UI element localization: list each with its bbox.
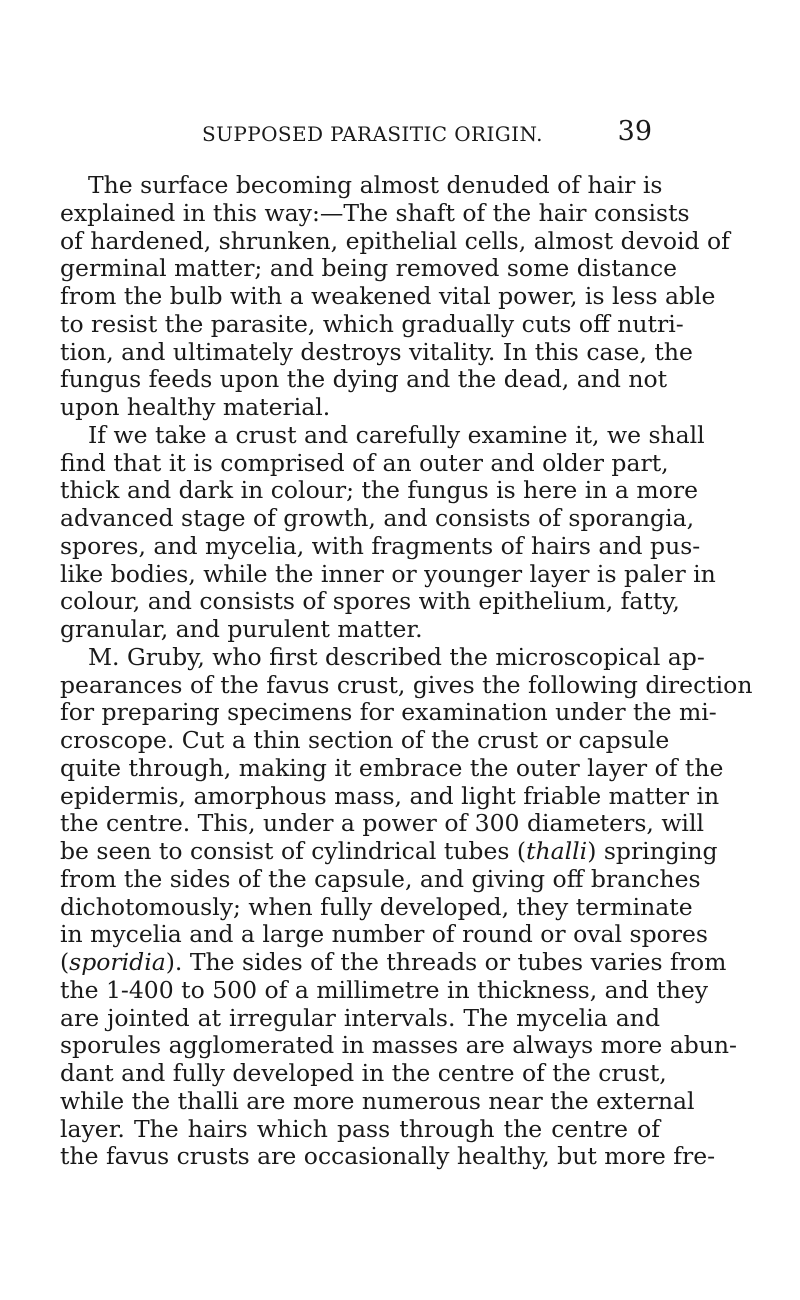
- text-line: tion, and ultimately destroys vitality. In this case, the: [60, 337, 693, 366]
- text-line: spores, and mycelia, with fragments of hairs and pus-: [60, 531, 701, 560]
- text-line: advanced stage of growth, and consists of sporangia,: [60, 504, 695, 532]
- text-line: fungus feeds upon the dying and the dead, and not: [60, 365, 668, 394]
- text-line: find that it is comprised of an outer and older part,: [60, 448, 669, 477]
- text-line: from the sides of the capsule, and giving off branches: [60, 864, 701, 893]
- text-line: the centre. This, under a power of 300 diameters, will: [60, 809, 704, 838]
- text-line: for preparing specimens for examination under the mi-: [60, 698, 717, 727]
- text-line: are jointed at irregular intervals. The mycelia and: [60, 1003, 660, 1032]
- page-header: [60, 104, 656, 147]
- text-line: of hardened, shrunken, epithelial cells, almost devoid of: [60, 226, 730, 255]
- text-line: upon healthy material.: [60, 393, 331, 421]
- text-line: to resist the parasite, which gradually cuts off nutri-: [60, 309, 684, 338]
- text-line: croscope. Cut a thin section of the crust or capsule: [60, 726, 670, 754]
- body-text: [60, 171, 753, 1171]
- text-line: dant and fully developed in the centre of the crust,: [60, 1059, 667, 1087]
- text-line: from the bulb with a weakened vital power, is less able: [60, 282, 716, 310]
- page-number: 39: [617, 116, 652, 147]
- text-line: sporules agglomerated in masses are always more abun-: [60, 1031, 737, 1060]
- text-line: the 1-400 to 500 of a millimetre in thickness, and they: [60, 975, 709, 1004]
- text-line: colour, and consists of spores with epithelium, fatty,: [60, 587, 680, 616]
- text-line: (sporidia). The sides of the threads or tubes varies from: [60, 948, 727, 976]
- text-line: be seen to consist of cylindrical tubes (thalli) springing: [60, 837, 718, 865]
- text-line: epidermis, amorphous mass, and light friable matter in: [60, 781, 720, 810]
- text-line: explained in this way:—The shaft of the hair consists: [60, 198, 690, 227]
- running-head: SUPPOSED PARASITIC ORIGIN.: [202, 122, 543, 146]
- text-line: germinal matter; and being removed some distance: [60, 254, 678, 283]
- text-line: pearances of the favus crust, gives the following direction: [60, 670, 753, 699]
- text-line: dichotomously; when fully developed, they terminate: [60, 892, 693, 921]
- text-line: If we take a crust and carefully examine it, we shall: [88, 420, 705, 449]
- text-line: in mycelia and a large number of round or oval spores: [60, 920, 708, 949]
- text-line: layer. The hairs which pass through the centre of: [60, 1114, 660, 1143]
- text-line: like bodies, while the inner or younger layer is paler in: [60, 559, 716, 588]
- text-line: granular, and purulent matter.: [60, 615, 423, 643]
- text-line: thick and dark in colour; the fungus is here in a more: [60, 476, 698, 505]
- text-line: while the thalli are more numerous near the external: [60, 1086, 695, 1115]
- text-line: the favus crusts are occasionally healthy, but more fre-: [60, 1142, 716, 1171]
- text-line: The surface becoming almost denuded of hair is: [88, 171, 663, 199]
- text-line: quite through, making it embrace the outer layer of the: [60, 753, 724, 782]
- text-line: M. Gruby, who first described the microscopical ap-: [88, 642, 705, 671]
